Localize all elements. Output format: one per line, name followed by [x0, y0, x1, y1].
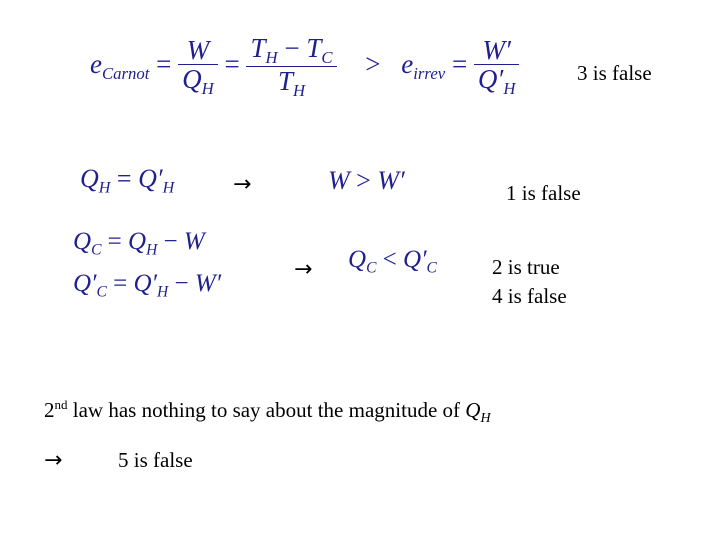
qc-equation: $Q_C = Q_H - W$	[73, 228, 205, 259]
implies-arrow-3: →	[44, 448, 63, 473]
second-law-suffix: nd	[54, 397, 68, 412]
qc-prime-equation: $Q'_C = Q'_H - W'$	[73, 270, 222, 301]
qh-equality: $Q_H = Q'_H$	[80, 164, 175, 197]
q-subscript: H	[480, 410, 491, 426]
statement-3-false: 3 is false	[577, 61, 652, 85]
qc-inequality: $Q_C < Q'_C$	[348, 246, 437, 277]
work-inequality: W > W′	[328, 166, 405, 195]
implies-arrow-2: →	[294, 257, 313, 282]
second-law-text: law has nothing to say about the magnitude of	[67, 398, 466, 422]
statement-4-false: 4 is false	[492, 284, 567, 308]
q-symbol: Q	[465, 398, 481, 422]
second-law-number: 2	[44, 398, 55, 422]
implies-arrow-1: →	[233, 172, 252, 197]
efficiency-equation: $e_{Carnot}$ = $\frac{W}{Q_H}$ = $\frac{T_H - T_C}{T_H}$ > $e_{irrev}$ = $\frac{W'}{Q'_H}$	[90, 34, 519, 100]
second-law-note	[44, 397, 491, 427]
statement-5-false: 5 is false	[118, 448, 193, 472]
statement-1-false: 1 is false	[506, 181, 581, 205]
statement-2-true: 2 is true	[492, 255, 560, 279]
